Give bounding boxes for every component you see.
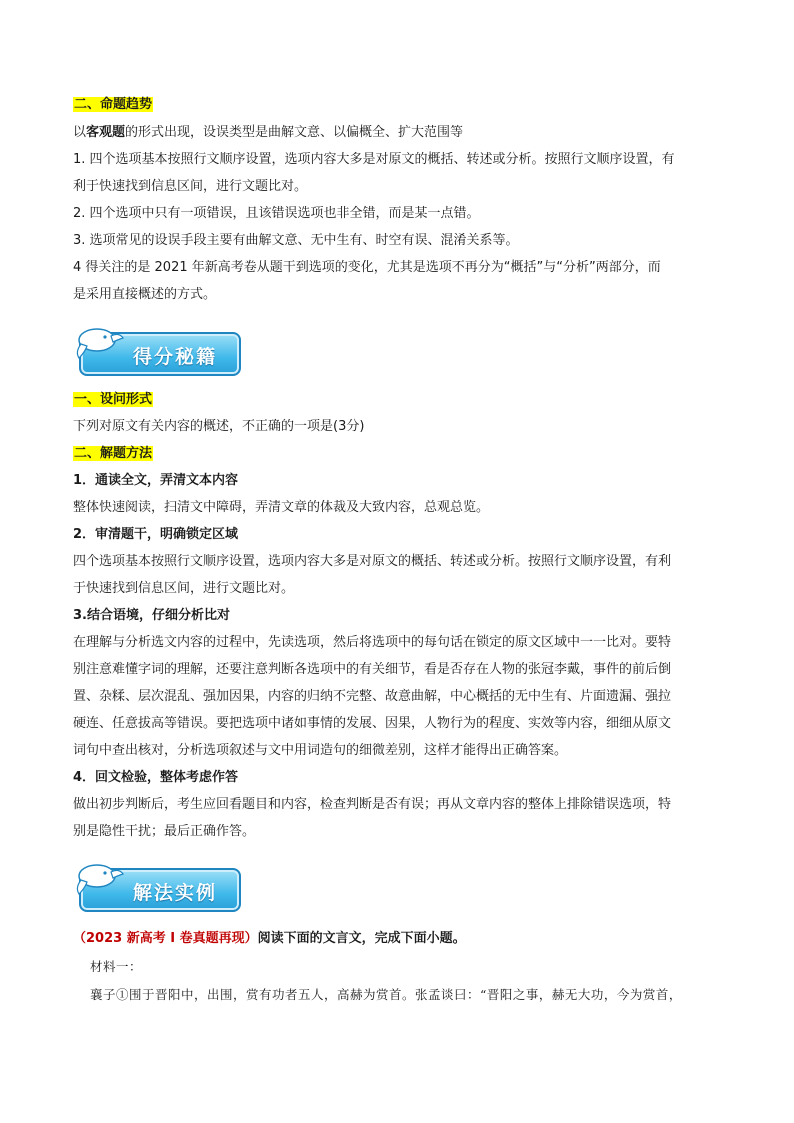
banner-score-tips — [73, 322, 243, 378]
trend-point-2: 2. 四个选项中只有一项错误，且该错误选项也非全错，而是某一点错。 — [73, 206, 480, 221]
step-3-body-line-5: 词句中查出核对，分析选项叙述与文中用词造句的细微差别，这样才能得出正确答案。 — [73, 743, 568, 758]
step-2-body-line-2: 于快速找到信息区间，进行文题比对。 — [73, 581, 295, 596]
solving-method-heading: 二、解题方法 — [74, 446, 153, 461]
question-form-heading: 一、设问形式 — [74, 392, 153, 407]
step-4-title: 4．回文检验，整体考虑作答 — [73, 770, 239, 785]
banner-score-tips-label: 得分秘籍 — [132, 346, 217, 368]
step-2-body-line-1: 四个选项基本按照行文顺序设置，选项内容大多是对原文的概括、转述或分析。按照行文顺序设置，有利 — [73, 554, 672, 569]
trend-point-1-line-2: 利于快速找到信息区间，进行文题比对。 — [73, 179, 308, 194]
step-2-title: 2．审清题干，明确锁定区域 — [73, 527, 239, 542]
step-4-body-line-2: 别是隐性干扰；最后正确作答。 — [73, 824, 256, 839]
step-1-title: 1．通读全文，弄清文本内容 — [73, 473, 239, 488]
intro-keyword: 客观题 — [86, 125, 126, 140]
step-4-body-line-1: 做出初步判断后，考生应回看题目和内容，检查判断是否有误；再从文章内容的整体上排除错误选项，特 — [73, 797, 672, 812]
material-label: 材料一： — [90, 959, 143, 974]
step-1-body: 整体快速阅读，扫清文中障碍，弄清文章的体裁及大致内容，总观总览。 — [73, 500, 490, 515]
question-form-text: 下列对原文有关内容的概述，不正确的一项是(3分) — [73, 419, 365, 434]
trend-point-1-line-1: 1. 四个选项基本按照行文顺序设置，选项内容大多是对原文的概括、转述或分析。按照行文顺序设置，有 — [73, 152, 675, 167]
banner-solution-example-label: 解法实例 — [132, 882, 217, 904]
trend-point-4-line-1: 4 得关注的是 2021 年新高考卷从题干到选项的变化，尤其是选项不再分为“概括”与“分析”两部分，而 — [73, 260, 661, 275]
step-3-body-line-2: 别注意难懂字词的理解，还要注意判断各选项中的有关细节，看是否存在人物的张冠李戴，事件的前后倒 — [73, 662, 672, 677]
material-text-line-1: 襄子①围于晋阳中，出围，赏有功者五人，高赫为赏首。张孟谈曰：“晋阳之事，赫无大功，今为赏首， — [90, 987, 682, 1002]
example-prompt — [73, 930, 723, 948]
exam-source: （2023 新高考 I 卷真题再现） — [73, 931, 258, 946]
trend-heading: 二、命题趋势 — [74, 97, 153, 112]
step-3-body-line-3: 置、杂糅、层次混乱、强加因果，内容的归纳不完整、故意曲解，中心概括的无中生有、片面遗漏、强拉 — [73, 689, 672, 704]
step-3-body-line-4: 硬连、任意拔高等错误。要把选项中诸如事情的发展、因果，人物行为的程度、实效等内容，细细从原文 — [73, 716, 672, 731]
trend-point-3: 3. 选项常见的设误手段主要有曲解文意、无中生有、时空有误、混淆关系等。 — [73, 233, 519, 248]
trend-point-4-line-2: 是采用直接概述的方式。 — [73, 287, 217, 302]
exam-instruction: 阅读下面的文言文，完成下面小题。 — [257, 931, 466, 946]
step-3-title: 3.结合语境，仔细分析比对 — [73, 608, 230, 623]
banner-solution-example — [73, 858, 243, 914]
trend-intro: 以客观题的形式出现，设误类型是曲解文意、以偏概全、扩大范围等 — [73, 125, 464, 140]
step-3-body-line-1: 在理解与分析选文内容的过程中，先读选项，然后将选项中的每句话在锁定的原文区域中一一比对。要特 — [73, 635, 672, 650]
